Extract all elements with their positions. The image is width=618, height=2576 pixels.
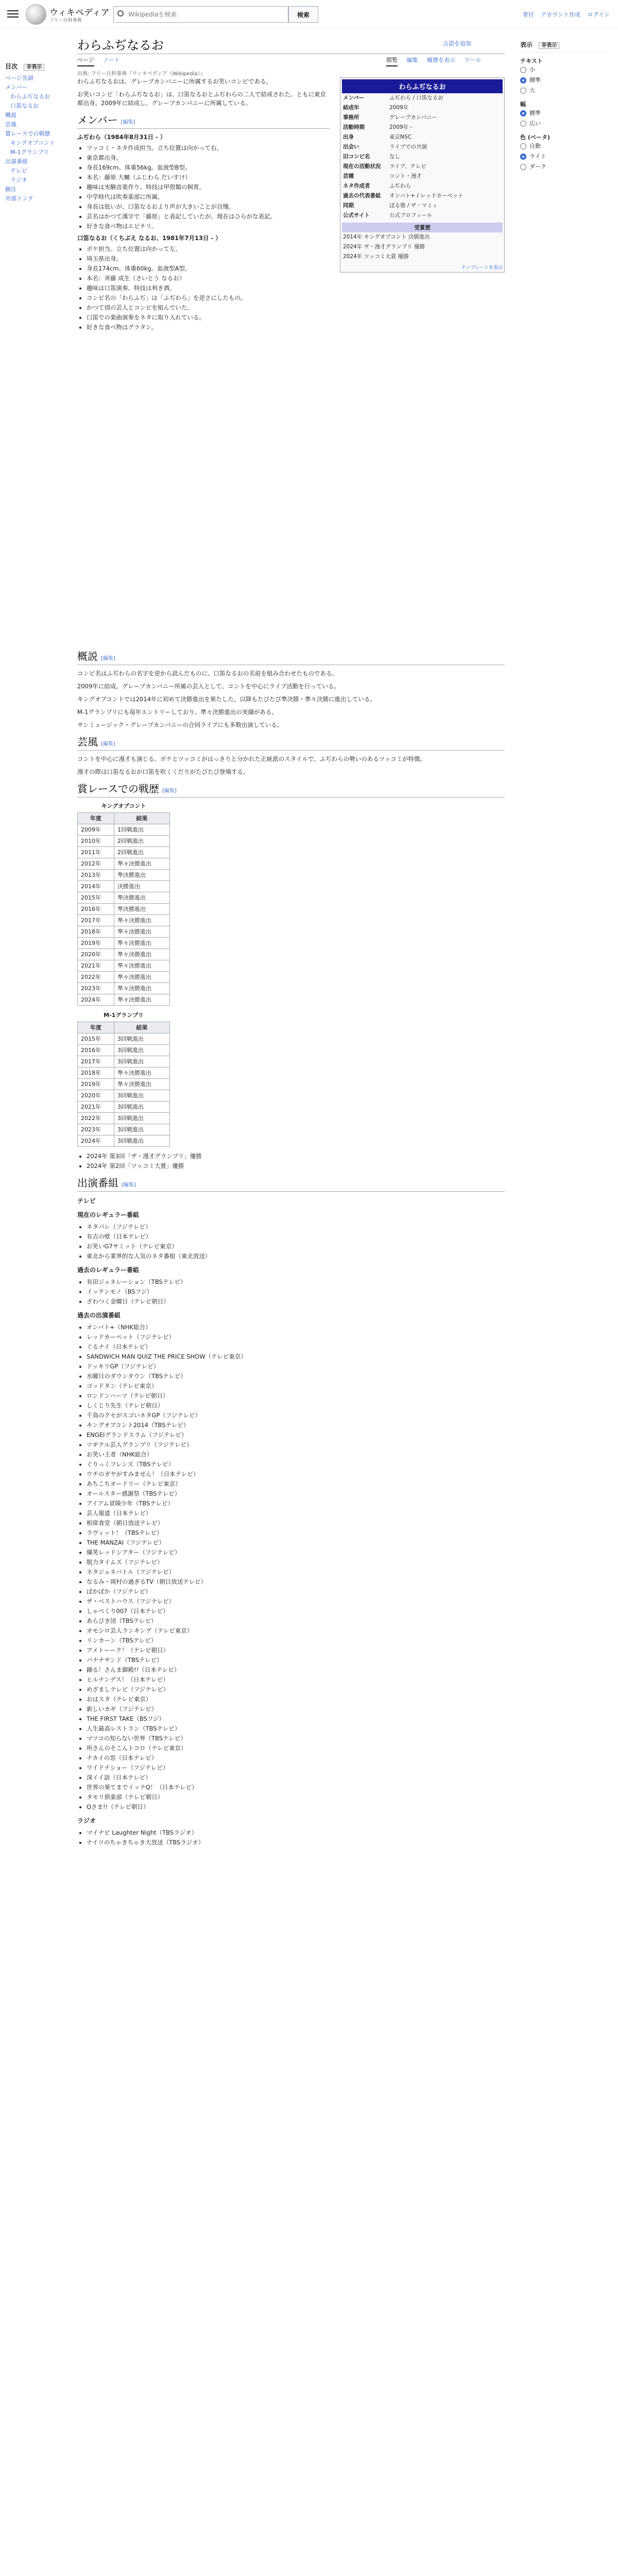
- member-list: [77, 245, 330, 332]
- list-item: • ワイドナショー（フジテレビ）: [87, 1764, 505, 1772]
- table-row: 2022年 準々決勝進出: [78, 972, 170, 983]
- list-item: • 口笛での楽曲演奏をネタに取り入れている。: [87, 313, 330, 322]
- list-item: • お笑い王者（NHK総合）: [87, 1450, 505, 1459]
- list-item: • あちこちオードリー（テレビ東京）: [87, 1480, 505, 1488]
- main-menu-icon[interactable]: [7, 8, 19, 20]
- radio-icon[interactable]: [520, 154, 526, 160]
- list-item: • ネタジェネバトル（フジテレビ）: [87, 1568, 505, 1577]
- divider: [520, 52, 608, 53]
- list-item: • オンバト+（NHK総合）: [87, 1323, 505, 1332]
- list-item: • 深イイ話（日本テレビ）: [87, 1773, 505, 1782]
- list-item: • ロンドンハーツ（テレビ朝日）: [87, 1392, 505, 1400]
- appearance-hide-button[interactable]: 非表示: [539, 42, 559, 49]
- table-row: 2014年 決勝進出: [78, 881, 170, 892]
- list-item: • ラヴィット！（TBSテレビ）: [87, 1529, 505, 1537]
- table-row: 2009年 1回戦進出: [78, 824, 170, 836]
- list-item: • キングオブコント2014（TBSテレビ）: [87, 1421, 505, 1430]
- radio-icon[interactable]: [520, 110, 526, 116]
- table-row: 2021年 3回戦進出: [78, 1101, 170, 1113]
- table-row: 2019年 準々決勝進出: [78, 1079, 170, 1090]
- list-item: • アメトーーク！（テレビ朝日）: [87, 1646, 505, 1655]
- list-item: • THE FIRST TAKE（BSフジ）: [87, 1715, 505, 1723]
- toc-hide-button[interactable]: 非表示: [24, 64, 44, 71]
- tab-talk[interactable]: ノート: [103, 57, 120, 63]
- tab-read[interactable]: 閲覧: [386, 57, 398, 66]
- text-size-heading: テキスト: [520, 58, 543, 64]
- infobox: [340, 77, 505, 273]
- list-item: • ぐりっくフレンズ（TBSテレビ）: [87, 1460, 505, 1469]
- subsection-heading: 過去の出演番組: [77, 1312, 121, 1319]
- list-item: • SANDWICH MAN QUIZ THE PRICE SHOW（テレビ東京）: [87, 1352, 505, 1361]
- list-item: • ドッキリGP（フジテレビ）: [87, 1362, 505, 1371]
- tv-past-list: [77, 1278, 505, 1306]
- table-row: 2016年 準決勝進出: [78, 904, 170, 915]
- list-item: • コンビ名の「わらふぢ」は「ふぢわら」を逆さにしたもの。: [87, 294, 330, 302]
- appearance-title: 表示 非表示: [520, 40, 608, 49]
- list-item: • ツギクル芸人グランプリ（フジテレビ）: [87, 1440, 505, 1449]
- infobox-row: 過去の代表番組 オンバト+ / レッドカーペット: [343, 193, 464, 199]
- list-item: • ENGEIグランドスラム（フジテレビ）: [87, 1431, 505, 1439]
- list-item: • ツッコミ・ネタ作成担当。立ち位置は向かって右。: [87, 144, 330, 152]
- paragraph: コントを中心に漫才も演じる。ボケとツッコミがはっきりと分かれた正統派のスタイルで、ふぢわらの勢いのあるツッコミが特徴。: [77, 755, 426, 762]
- table-row: 2023年 3回戦進出: [78, 1124, 170, 1136]
- table-row: 2015年 準決勝進出: [78, 892, 170, 904]
- table-row: 2018年 準々決勝進出: [78, 926, 170, 938]
- list-item: • バナナサンド（TBSテレビ）: [87, 1656, 505, 1665]
- search-button[interactable]: 検索: [288, 6, 318, 23]
- awards-list: [77, 1152, 505, 1171]
- list-item: • 東京都出身。: [87, 154, 330, 162]
- from-line: 出典: フリー百科事典『ウィキペディア（Wikipedia）』: [77, 71, 205, 77]
- radio-icon[interactable]: [520, 121, 526, 127]
- list-item: • 芸人報道（日本テレビ）: [87, 1509, 505, 1518]
- infobox-row: 出会い ライブでの共演: [343, 144, 427, 150]
- list-item: • ヒルナンデス！（日本テレビ）: [87, 1675, 505, 1684]
- table-row: 2022年 3回戦進出: [78, 1113, 170, 1124]
- create-account-link[interactable]: アカウント作成: [541, 11, 581, 18]
- list-item: • しゃべくり007（日本テレビ）: [87, 1607, 505, 1616]
- infobox-awards-heading: 受賞歴: [342, 223, 503, 232]
- tab-history[interactable]: 履歴を表示: [427, 57, 455, 63]
- table-row: 2020年 準々決勝進出: [78, 949, 170, 960]
- list-item: • 世界の果てまでイッテQ！（日本テレビ）: [87, 1783, 505, 1792]
- table-caption: M-1グランプリ: [104, 1012, 144, 1019]
- infobox-row: 公式サイト 公式プロフィール: [343, 212, 432, 218]
- list-item: • 有田ジェネレーション（TBSテレビ）: [87, 1278, 505, 1286]
- text-large-option[interactable]: 大: [520, 86, 608, 96]
- color-light-option[interactable]: ライト: [520, 151, 608, 162]
- list-item: • ゴッドタン（テレビ東京）: [87, 1382, 505, 1391]
- infobox-row: 事務所 グレープカンパニー: [343, 114, 438, 121]
- toc-sidebar: [5, 62, 67, 204]
- list-item: • 身長169cm、体重56kg。血液型B型。: [87, 163, 330, 172]
- member-list: [77, 144, 330, 231]
- login-link[interactable]: ログイン: [587, 11, 610, 18]
- toc-item[interactable]: 賞レースでの戦歴: [5, 130, 50, 137]
- radio-icon[interactable]: [520, 164, 526, 170]
- list-item: • レッドカーペット（フジテレビ）: [87, 1333, 505, 1342]
- table-row: 2011年 2回戦進出: [78, 847, 170, 858]
- tagline: フリー百科事典: [49, 18, 82, 23]
- color-auto-option[interactable]: 自動: [520, 141, 608, 151]
- paragraph: 2009年に結成。グレープカンパニー所属の芸人として、コントを中心にライブ活動を行っている。: [77, 683, 340, 690]
- infobox-award: 2024年 ツッコミ大賞 優勝: [343, 253, 409, 260]
- lead-paragraph: お笑いコンビ「わらふぢなるお」は、口笛なるおとふぢわらの二人で結成された。ともに東京都出身。2009年に結成し、グレープカンパニーに所属している。: [77, 91, 326, 107]
- width-standard-option[interactable]: 標準: [520, 108, 608, 118]
- table-row: 2024年 準々決勝進出: [78, 994, 170, 1006]
- radio-icon[interactable]: [520, 77, 526, 83]
- list-item: • ウチのガヤがすみません！（日本テレビ）: [87, 1470, 505, 1479]
- list-item: • タモリ倶楽部（テレビ朝日）: [87, 1793, 505, 1802]
- infobox-row: ネタ作成者 ふぢわら: [343, 183, 411, 189]
- infobox-award: 2024年 ザ・漫才グランプリ 優勝: [343, 244, 425, 250]
- template-link[interactable]: テンプレートを表示: [461, 265, 503, 270]
- table-row: 2021年 準々決勝進出: [78, 960, 170, 972]
- table-row: 2015年 3回戦進出: [78, 1033, 170, 1045]
- tv-regular-list: [77, 1223, 505, 1261]
- appearance-sidebar: [520, 35, 608, 172]
- list-item: • 踊る！さんま御殿!!（日本テレビ）: [87, 1666, 505, 1674]
- table-row: 2024年 3回戦進出: [78, 1136, 170, 1147]
- section-heading: メンバー [編集]: [77, 116, 330, 129]
- list-item: • ぽかぽか（フジテレビ）: [87, 1587, 505, 1596]
- list-item: • 水曜日のダウンタウン（TBSテレビ）: [87, 1372, 505, 1381]
- list-item: • 脱力タイムズ（フジテレビ）: [87, 1558, 505, 1567]
- list-item: • めざましテレビ（フジテレビ）: [87, 1685, 505, 1694]
- article-body: [77, 77, 330, 335]
- infobox-row: メンバー ふぢわら / 口笛なるお: [343, 95, 443, 101]
- table-row: 2017年 準々決勝進出: [78, 915, 170, 926]
- list-item: • 東北から業界的な人気のネタ番組（東北放送）: [87, 1252, 505, 1261]
- wikipedia-globe-logo[interactable]: [26, 4, 46, 25]
- list-item: • オールスター感謝祭（TBSテレビ）: [87, 1489, 505, 1498]
- paragraph: サンミュージック・グレープカンパニーの合同ライブにも多数出演している。: [77, 721, 283, 728]
- list-item: • マツコの知らない世界（TBSテレビ）: [87, 1734, 505, 1743]
- infobox-row: 旧コンビ名 なし: [343, 154, 400, 160]
- list-item: • アイアム冒険少年（TBSテレビ）: [87, 1499, 505, 1508]
- list-item: • 爆笑レッドシアター（フジテレビ）: [87, 1548, 505, 1557]
- list-item: • 好きな食べ物はエビチリ。: [87, 222, 330, 231]
- edit-link[interactable]: [編集]: [122, 1182, 136, 1188]
- radio-icon[interactable]: [520, 143, 526, 149]
- toc-title: 目次 非表示: [5, 62, 67, 71]
- toc-item[interactable]: ページ先頭: [5, 75, 33, 81]
- list-item: • しくじり先生（テレビ朝日）: [87, 1401, 505, 1410]
- toc-item[interactable]: 脚注: [5, 186, 16, 193]
- edit-link[interactable]: [編集]: [101, 656, 115, 662]
- list-item: • お笑いG7サミット（テレビ東京）: [87, 1242, 505, 1251]
- table-row: 2018年 準々決勝進出: [78, 1067, 170, 1079]
- search-icon: [117, 10, 124, 16]
- color-heading: 色 (ベータ): [520, 134, 550, 141]
- member-name: 口笛なるお（くちぶえ なるお、1981年7月13日 - ）: [77, 234, 221, 242]
- width-heading: 幅: [520, 101, 526, 108]
- infobox-award: 2014年 キングオブコント 決勝進出: [343, 234, 430, 240]
- list-item: • 趣味は口笛演奏、特技は利き酒。: [87, 284, 330, 293]
- table-row: 2017年 3回戦進出: [78, 1056, 170, 1067]
- list-item: • 中学時代は吹奏楽部に所属。: [87, 193, 330, 201]
- language-button[interactable]: 言語を追加: [443, 40, 471, 47]
- list-item: • オモシロ芸人ランキング（テレビ東京）: [87, 1626, 505, 1635]
- list-item: • 好きな食べ物はグラタン。: [87, 323, 330, 332]
- infobox-row: 現在の活動状況 ライブ、テレビ: [343, 163, 426, 170]
- toc-subitem[interactable]: ラジオ: [10, 177, 27, 183]
- list-item: • 埼玉県出身。: [87, 255, 330, 263]
- edit-link[interactable]: [編集]: [101, 741, 115, 747]
- section-heading: 芸風 [編集]: [77, 738, 505, 751]
- list-item: • マイナビ Laughter Night（TBSラジオ）: [87, 1828, 505, 1837]
- table-caption: キングオブコント: [101, 803, 146, 809]
- paragraph: キングオブコントでは2014年に初めて決勝進出を果たした。以降もたびたび準決勝・準々決勝に進出している。: [77, 696, 376, 703]
- table-row: 2013年 準決勝進出: [78, 870, 170, 881]
- user-links: [518, 10, 610, 19]
- wordmark[interactable]: ウィキペディア: [49, 8, 110, 18]
- table-row: 2016年 3回戦進出: [78, 1045, 170, 1056]
- table-row: 2010年 2回戦進出: [78, 836, 170, 847]
- list-item: • ネタパレ（フジテレビ）: [87, 1223, 505, 1231]
- edit-link[interactable]: [編集]: [162, 788, 177, 794]
- list-item: • 身長174cm、体重60kg。血液型A型。: [87, 264, 330, 273]
- namespace-tabs: [77, 56, 127, 64]
- list-item: • 相席食堂（朝日放送テレビ）: [87, 1519, 505, 1528]
- list-item: • 有吉の壁（日本テレビ）: [87, 1232, 505, 1241]
- toc-subitem[interactable]: M-1グランプリ: [10, 149, 49, 156]
- list-item: • ザ・ベストハウス（フジテレビ）: [87, 1597, 505, 1606]
- width-wide-option[interactable]: 広い: [520, 118, 608, 129]
- toc-subitem[interactable]: わらふぢなるお: [10, 93, 50, 100]
- page-title: わらふぢなるお: [77, 38, 164, 53]
- list-item: • 2024年 第2回「ツッコミ大賞」優勝: [87, 1162, 505, 1171]
- tab-page[interactable]: ページ: [77, 57, 94, 66]
- table-row: 2019年 準々決勝進出: [78, 938, 170, 949]
- paragraph: M-1グランプリにも毎年エントリーしており、準々決勝進出の実績がある。: [77, 708, 278, 716]
- list-item: • ぐるナイ（日本テレビ）: [87, 1343, 505, 1351]
- list-item: • なるみ・岡村の過ぎるTV（朝日放送テレビ）: [87, 1578, 505, 1586]
- section-heading: 出演番組 [編集]: [77, 1179, 505, 1192]
- toc-item[interactable]: メンバー: [5, 84, 28, 91]
- list-item: • 千鳥のクセがスゴいネタGP（フジテレビ）: [87, 1411, 505, 1420]
- tab-edit[interactable]: 編集: [406, 57, 418, 63]
- tab-tools[interactable]: ツール: [464, 57, 482, 63]
- toc-subitem[interactable]: 口笛なるお: [10, 103, 39, 109]
- search-input[interactable]: [128, 10, 283, 19]
- list-item: • 新しいカギ（フジテレビ）: [87, 1705, 505, 1714]
- subsection-heading: 現在のレギュラー番組: [77, 1211, 140, 1218]
- infobox-row: 結成年 2009年: [343, 105, 409, 111]
- edit-link[interactable]: [編集]: [121, 120, 135, 125]
- search-box: [113, 6, 288, 23]
- list-item: • かつて別の芸人とコンビを組んでいた。: [87, 303, 330, 312]
- section-heading: 概説 [編集]: [77, 652, 505, 665]
- toc-item[interactable]: 外部リンク: [5, 195, 33, 202]
- text-small-option[interactable]: 小: [520, 65, 608, 75]
- list-item: • THE MANZAI（フジテレビ）: [87, 1538, 505, 1547]
- donate-link[interactable]: 寄付: [522, 11, 534, 18]
- radio-list: [77, 1828, 505, 1847]
- site-header: [0, 0, 618, 29]
- list-item: • ナカイの窓（日本テレビ）: [87, 1754, 505, 1762]
- list-item: • 2024年 第3回「ザ・漫才グランプリ」優勝: [87, 1152, 505, 1161]
- list-item: • 所さんのそこんトコロ（テレビ東京）: [87, 1744, 505, 1753]
- color-dark-option[interactable]: ダーク: [520, 162, 608, 172]
- subsection-heading: ラジオ: [77, 1817, 96, 1824]
- list-item: • ボケ担当。立ち位置は向かって左。: [87, 245, 330, 253]
- list-item: • 趣味は実験音楽作り、特技は甲殻類の飼育。: [87, 183, 330, 192]
- list-item: • Qさま!!（テレビ朝日）: [87, 1803, 505, 1811]
- subsection-heading: テレビ: [77, 1197, 96, 1205]
- toc-item[interactable]: 出演番組: [5, 158, 28, 165]
- infobox-row: 芸種 コント・漫才: [343, 173, 422, 179]
- list-item: • 本名：斉藤 成生（さいとう なるお）: [87, 274, 330, 283]
- lead-paragraph: わらふぢなるおは、グレープカンパニーに所属するお笑いコンビである。: [77, 78, 272, 85]
- toc-item[interactable]: 芸風: [5, 121, 16, 128]
- list-item: • ナイツのちゃきちゃき大放送（TBSラジオ）: [87, 1838, 505, 1847]
- radio-icon[interactable]: [520, 88, 526, 94]
- list-item: • リンカーン（TBSテレビ）: [87, 1636, 505, 1645]
- list-item: • あらびき団（TBSテレビ）: [87, 1617, 505, 1625]
- list-item: • ざわつく金曜日（テレビ朝日）: [87, 1297, 505, 1306]
- member-name: ふぢわら（1984年8月31日 - ）: [77, 133, 166, 141]
- tv-guest-list: [77, 1323, 505, 1811]
- infobox-title: わらふぢなるお: [342, 79, 503, 93]
- toc-item[interactable]: 概説: [5, 112, 16, 118]
- list-item: • 人生最高レストラン（TBSテレビ）: [87, 1724, 505, 1733]
- table-row: 2020年 3回戦進出: [78, 1090, 170, 1101]
- table-row: 2023年 準々決勝進出: [78, 983, 170, 994]
- radio-icon[interactable]: [520, 67, 526, 73]
- list-item: • 芸名はかつて漢字で「藤原」と表記していたが、現在はひらがな表記。: [87, 212, 330, 221]
- toc-subitem[interactable]: キングオブコント: [10, 140, 55, 146]
- paragraph: 漫才の際は口笛なるおが口笛を吹くくだりがたびたび登場する。: [77, 768, 249, 775]
- list-item: • 身長は低いが、口笛なるおより声が大きいことが自慢。: [87, 202, 330, 211]
- infobox-row: 同期 ぼる塾 / ザ・マミィ: [343, 202, 438, 209]
- m1-table: 年度 結果 2015年 3回戦進出 2016年 3回戦進出 2017年 3回戦進出 2018年 準々決勝進出 2019年 準々決勝進出 2020年 3回戦進出 2021年 3回戦進出 2022年 3回戦進出 2023年 3回戦進出 2024年 3回戦進出: [77, 1022, 170, 1147]
- text-standard-option[interactable]: 標準: [520, 75, 608, 86]
- section-heading: 賞レースでの戦歴 [編集]: [77, 785, 505, 798]
- toc-subitem[interactable]: テレビ: [10, 167, 27, 174]
- infobox-row: 活動時期 2009年 -: [343, 124, 413, 130]
- article-body-wide: [77, 644, 505, 1850]
- paragraph: コンビ名はふぢわらの名字を逆から読んだものに、口笛なるおの名前を組み合わせたものである。: [77, 670, 338, 677]
- infobox-row: 出身 東京NSC: [343, 134, 411, 140]
- list-item: • おはスタ（テレビ東京）: [87, 1695, 505, 1704]
- view-tabs: [386, 56, 488, 64]
- kob-table: 年度 結果 2009年 1回戦進出 2010年 2回戦進出 2011年 2回戦進出 2012年 準々決勝進出 2013年 準決勝進出 2014年 決勝進出 2015年 準決勝進出 2016年 準決勝進出 2017年 準々決勝進出 2018年 準々決勝進出 2019年 準々決勝進出 2020年 準々決勝進出 2021年 準々決勝進出 2022年 準々決勝進出 2023年 準々決勝進出 2024年 準々決勝進出: [77, 812, 170, 1006]
- list-item: • イッテンモノ（BSフジ）: [87, 1287, 505, 1296]
- list-item: • 本名：藤原 大輔（ふじわら だいすけ）: [87, 173, 330, 182]
- table-row: 2012年 準々決勝進出: [78, 858, 170, 870]
- subsection-heading: 過去のレギュラー番組: [77, 1266, 140, 1274]
